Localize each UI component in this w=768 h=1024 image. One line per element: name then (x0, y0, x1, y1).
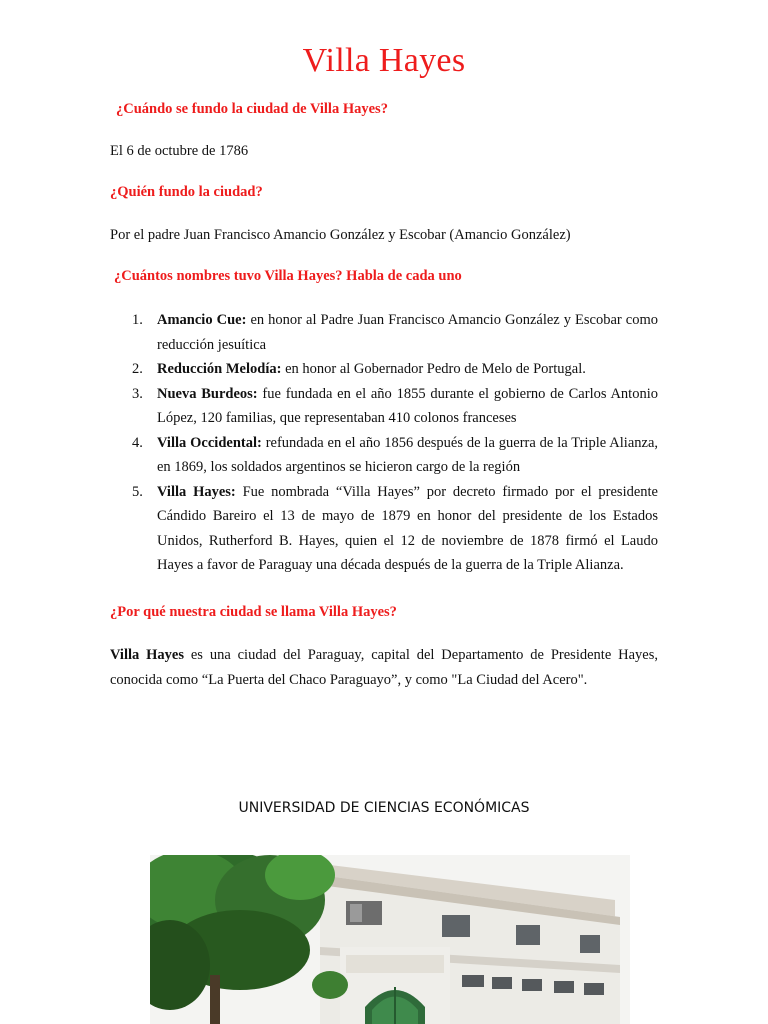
question-name-origin: ¿Por qué nuestra ciudad se llama Villa Hayes? (110, 604, 397, 620)
item-text: fue fundada en el año 1855 durante el gobierno de Carlos Antonio López, 120 familias, que representaban 410 colonos franceses (157, 385, 658, 426)
item-name: Nueva Burdeos: (157, 385, 258, 402)
list-item: 5. Villa Hayes: Fue nombrada “Villa Hayes” por decreto firmado por el presidente Cándido Bareiro el 13 de mayo de 1879 en honor del presidente de los Estados Unidos, Rutherford B. Hayes, quien el 12 de noviembre de 1878 firmó el Laudo Hayes a favor de Paraguay una década después de la guerra de la Triple Alianza. (132, 483, 658, 573)
answer-founder: Por el padre Juan Francisco Amancio González y Escobar (Amancio González) (110, 227, 571, 243)
item-name: Reducción Melodía: (157, 361, 282, 377)
item-text: Fue nombrada “Villa Hayes” por decreto firmado por el presidente Cándido Bareiro el 13 de mayo de 1879 en honor del presidente de los Estados Unidos, Rutherford B. Hayes, quien el 12 de noviembre de 1878 firmó el Laudo Hayes a favor de Paraguay una década después de la guerra de la Triple Alianza. (157, 483, 658, 573)
names-list (110, 308, 658, 578)
photo-caption: UNIVERSIDAD DE CIENCIAS ECONÓMICAS (238, 800, 530, 816)
list-item: 3. Nueva Burdeos: fue fundada en el año 1855 durante el gobierno de Carlos Antonio López, 120 familias, que representaban 410 colonos franceses (132, 385, 658, 426)
answer-name-origin: Villa Hayes es una ciudad del Paraguay, capital del Departamento de Presidente Hayes, conocida como “La Puerta del Chaco Paraguayo”, y como "La Ciudad del Acero". (110, 647, 658, 688)
item-name: Villa Hayes: (157, 483, 236, 500)
question-founder: ¿Quién fundo la ciudad? (110, 184, 263, 200)
item-name: Villa Occidental: (157, 434, 262, 451)
list-item: 4. Villa Occidental: refundada en el año 1856 después de la guerra de la Triple Alianza, en 1869, los soldados argentinos se hicieron cargo de la región (132, 434, 658, 475)
list-item: 1. Amancio Cue: en honor al Padre Juan Francisco Amancio González y Escobar como reducción jesuítica (132, 312, 658, 353)
question-founding-date: ¿Cuándo se fundo la ciudad de Villa Hayes? (116, 101, 388, 117)
university-building-photo (150, 855, 630, 1024)
answer-founding-date: El 6 de octubre de 1786 (110, 143, 249, 159)
list-item: 2. Reducción Melodía: en honor al Gobernador Pedro de Melo de Portugal. (132, 361, 586, 377)
item-text: en honor al Padre Juan Francisco Amancio González y Escobar como reducción jesuítica (157, 312, 658, 353)
item-name: Amancio Cue: (157, 312, 247, 328)
page-title: Villa Hayes (302, 42, 466, 79)
item-text: refundada en el año 1856 después de la guerra de la Triple Alianza, en 1869, los soldados argentinos se hicieron cargo de la región (157, 434, 658, 475)
question-names: ¿Cuántos nombres tuvo Villa Hayes? Habla de cada uno (114, 268, 462, 284)
item-text: en honor al Gobernador Pedro de Melo de Portugal. (281, 361, 586, 377)
